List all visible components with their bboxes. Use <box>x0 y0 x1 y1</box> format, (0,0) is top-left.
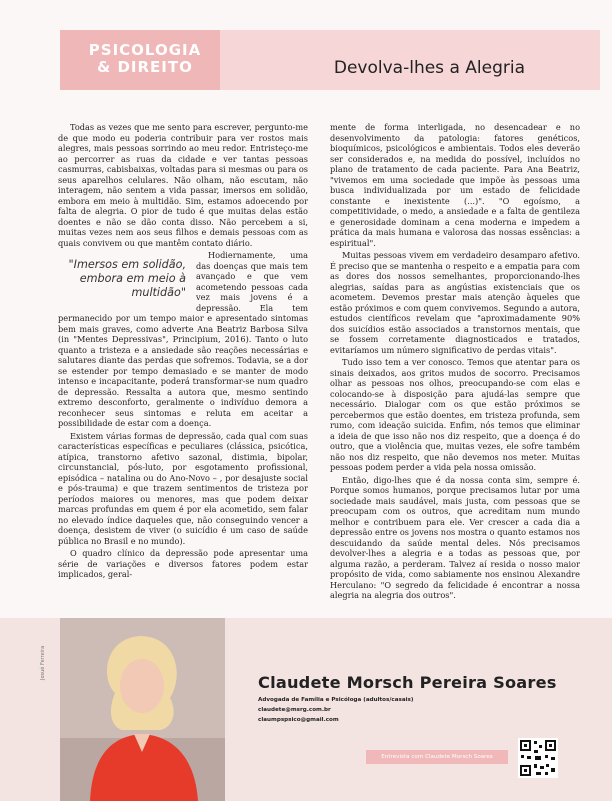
qr-code-graphic <box>518 738 558 778</box>
article-title: Devolva-lhes a Alegria <box>333 58 525 78</box>
author-email-link[interactable]: claudete@msrg.com.br <box>258 707 331 713</box>
paragraph: Então, digo-lhes que é da nossa conta sim, sempre é. Porque somos humanos, porque precisamos lutar por uma sociedade mais saudável, mais justa, com pessoas que se preocupam com os outros, que acreditam num mundo melhor e contribuem para ele. Ver crescer a cada dia a depressão entre os jovens nos mostra o quanto estamos nos descuidando da saúde mental deles. Nós precisamos devolver-lhes a alegria e a todas as pessoas que, por alguma razão, a perderam. Talvez aí resida o nosso maior propósito de vida, como sabiamente nos ensinou Alexandre Herculano: "O segredo da felicidade é encontrar a nossa alegria na alegria dos outros". <box>330 474 580 600</box>
paragraph: Muitas pessoas vivem em verdadeiro desamparo afetivo. É preciso que se mantenha o respeito e a empatia para com as dores dos nossos semelhantes, proporcionando-lhes alegrias, saídas para as angústias existenciais que os acometem. Devemos prestar mais atenção àqueles que estão próximos e com quem convivemos. Segundo a autora, estudos científicos revelam que "aproximadamente 90% dos suicídios estão associados a transtornos mentais, que se fossem corretamente diagnosticados e tratados, evitaríamos um número significativo de perdas vitais". <box>330 250 580 355</box>
qr-code-icon[interactable] <box>518 738 558 778</box>
paragraph: O quadro clínico da depressão pode apresentar uma série de variações e diversos fatores podem estar implicados, geral- <box>58 548 308 579</box>
author-role: Advogada de Família e Psicóloga (adultos/casais) <box>258 697 414 703</box>
author-photo <box>60 618 225 801</box>
interview-link-button[interactable]: Entrevista com Claudete Morsch Soares <box>366 750 508 764</box>
right-column <box>330 122 580 602</box>
section-label <box>70 42 220 76</box>
paragraph: Hodiernamente, uma das doenças que mais tem avançado e que vem acometendo pessoas cada vez mais jovens é a depressão. Ela tem permanecido por um tempo maior e apresentado sintomas bem mais graves, como adverte Ana Beatriz Barbosa Silva (in "Mentes Depressivas", Principium, 2016). Tanto o luto quanto a tristeza e a ansiedade são reações necessárias e salutares diante das perdas que sofremos. Todavia, se a dor se estender por tempo demasiado e se manter de modo intenso e incapacitante, poderá transformar-se num quadro de depressão. Ressalta a autora que, mesmo sentindo extremo desconforto, geralmente o indivíduo demora a reconhecer seus sintomas e reluta em aceitar a possibilidade de estar com a doença. <box>58 250 308 428</box>
paragraph: Existem várias formas de depressão, cada qual com suas características específicas e peculiares (clássica, psicótica, atípica, transtorno afetivo sazonal, distimia, bipolar, circunstancial, pós-luto, por esgotamento profissional, episódica – natalina ou do Ano-Novo – , por desajuste social e pós-trauma) e que trazem sentimentos de tristeza por períodos maiores ou menores, mas que podem deixar marcas profundas em quem é por ela acometido, sem falar no elevado índice daqueles que, não conseguindo vencer a doença, desistem de viver (o suicídio é um caso de saúde pública no Brasil e no mundo). <box>58 430 308 546</box>
paragraph: mente de forma interligada, no desencadear e no desenvolvimento da patologia: fatores genéticos, bioquímicos, psicológicos e ambientais. Todos eles deverão ser considerados e, na medida do possível, incluídos no plano de tratamento de cada paciente. Para Ana Beatriz, "vivemos em uma sociedade que impõe às pessoas uma busca individualizada por um estado de felicidade constante e inexistente (...)". "O egoísmo, a competitividade, o medo, a ansiedade e a falta de gentileza e generosidade dominam a cena moderna e impedem a prática da mais humana e valorosa das nossas essências: a espiritual". <box>330 122 580 248</box>
paragraph: Tudo isso tem a ver conosco. Temos que atentar para os sinais deixados, aos gritos mudos de socorro. Precisamos olhar as pessoas nos olhos, preocupando-se com elas e colocando-se à disposição para ajudá-las sempre que necessário. Dialogar com os que estão próximos se percebermos que estão doentes, em tristeza profunda, sem rumo, com ideação suicida. Enfim, nós temos que eliminar a ideia de que isso não nos diz respeito, que a doença é do outro, que a violência que, muitas vezes, ele sofre também não nos diz respeito, que não devemos nos meter. Muitas pessoas podem perder a vida pela nossa omissão. <box>330 357 580 472</box>
paragraph: Todas as vezes que me sento para escrever, pergunto-me de que modo eu poderia contribuir para ver rostos mais alegres, mais pessoas sorrindo ao meu redor. Entristeço-me ao percorrer as ruas da cidade e ver tantas pessoas casmurras, cabisbaixas, voltadas para si mesmas ou para os seus aparelhos celulares. Não olham, não escutam, não interagem, não sentem a vida passar, imersos em solidão, embora em meio à multidão. Sim, estamos adoecendo por falta de alegria. O pior de tudo é que muitas delas estão doentes e não se dão conta disso. Não percebem a si, muitas vezes nem aos seus filhos e demais pessoas com as quais convivem ou que mantêm contato diário. <box>58 122 308 248</box>
pull-quote: "Imersos em solidão, embora em meio à multidão" <box>68 258 186 299</box>
section-label-line1: PSICOLOGIA <box>88 41 202 59</box>
left-column <box>58 122 308 602</box>
portrait-illustration <box>60 618 225 801</box>
author-email-link[interactable]: claumpspsico@gmail.com <box>258 717 339 723</box>
section-label-line2: & DIREITO <box>97 58 193 76</box>
article-body <box>58 122 584 602</box>
photo-credit: Josué Ferreira <box>40 645 46 680</box>
author-name: Claudete Morsch Pereira Soares <box>258 673 557 692</box>
